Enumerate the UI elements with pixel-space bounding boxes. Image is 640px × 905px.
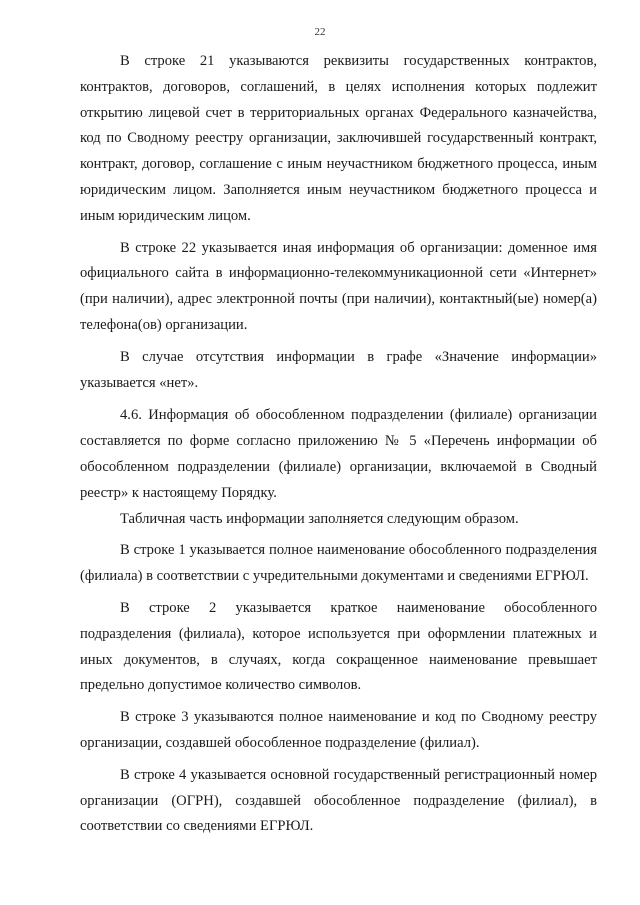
paragraph-no-info: В случае отсутствия информации в графе «Значение информации» указывается «нет». [80,348,597,391]
paragraph-row-21: В строке 21 указываются реквизиты государственных контрактов, контрактов, договоров, соглашений, в целях исполнения которых подлежит открытию лицевой счет в территориальных органах Федерального казначейства, код по Сводному реестру организации, заключившей государственный контракт, контракт, договор, соглашение с иным неучастником бюджетного процесса, иным юридическим лицом. Заполняется иным неучастником бюджетного процесса и иным юридическим лицом. [80,53,597,224]
paragraph-row-1: В строке 1 указывается полное наименование обособленного подразделения (филиала) в соответствии с учредительными документами и сведениями ЕГРЮЛ. [80,542,597,585]
paragraph-table-intro: Табличная часть информации заполняется следующим образом. [120,510,519,527]
page-number: 22 [314,26,326,38]
paragraph-row-4: В строке 4 указывается основной государственный регистрационный номер организации (ОГРН), создавшей обособленное подразделение (филиал), в соответствии со сведениями ЕГРЮЛ. [80,766,597,835]
paragraph-row-2: В строке 2 указывается краткое наименование обособленного подразделения (филиала), которое используется при оформлении платежных и иных документов, в случаях, когда сокращенное наименование превышает предельно допустимое количество символов. [80,599,597,694]
document-body [80,49,597,840]
paragraph-row-22: В строке 22 указывается иная информация об организации: доменное имя официального сайта в информационно-телекоммуникационной сети «Интернет» (при наличии), адрес электронной почты (при наличии), контактный(ые) номер(а) телефона(ов) организации. [80,239,597,333]
paragraph-section-4-6: 4.6. Информация об обособленном подразделении (филиале) организации составляется по форме согласно приложению № 5 «Перечень информации об обособленном подразделении (филиале) организации, включаемой в Сводный реестр» к настоящему Порядку. [80,407,597,501]
paragraph-row-3: В строке 3 указываются полное наименование и код по Сводному реестру организации, создавшей обособленное подразделение (филиал). [80,709,597,751]
